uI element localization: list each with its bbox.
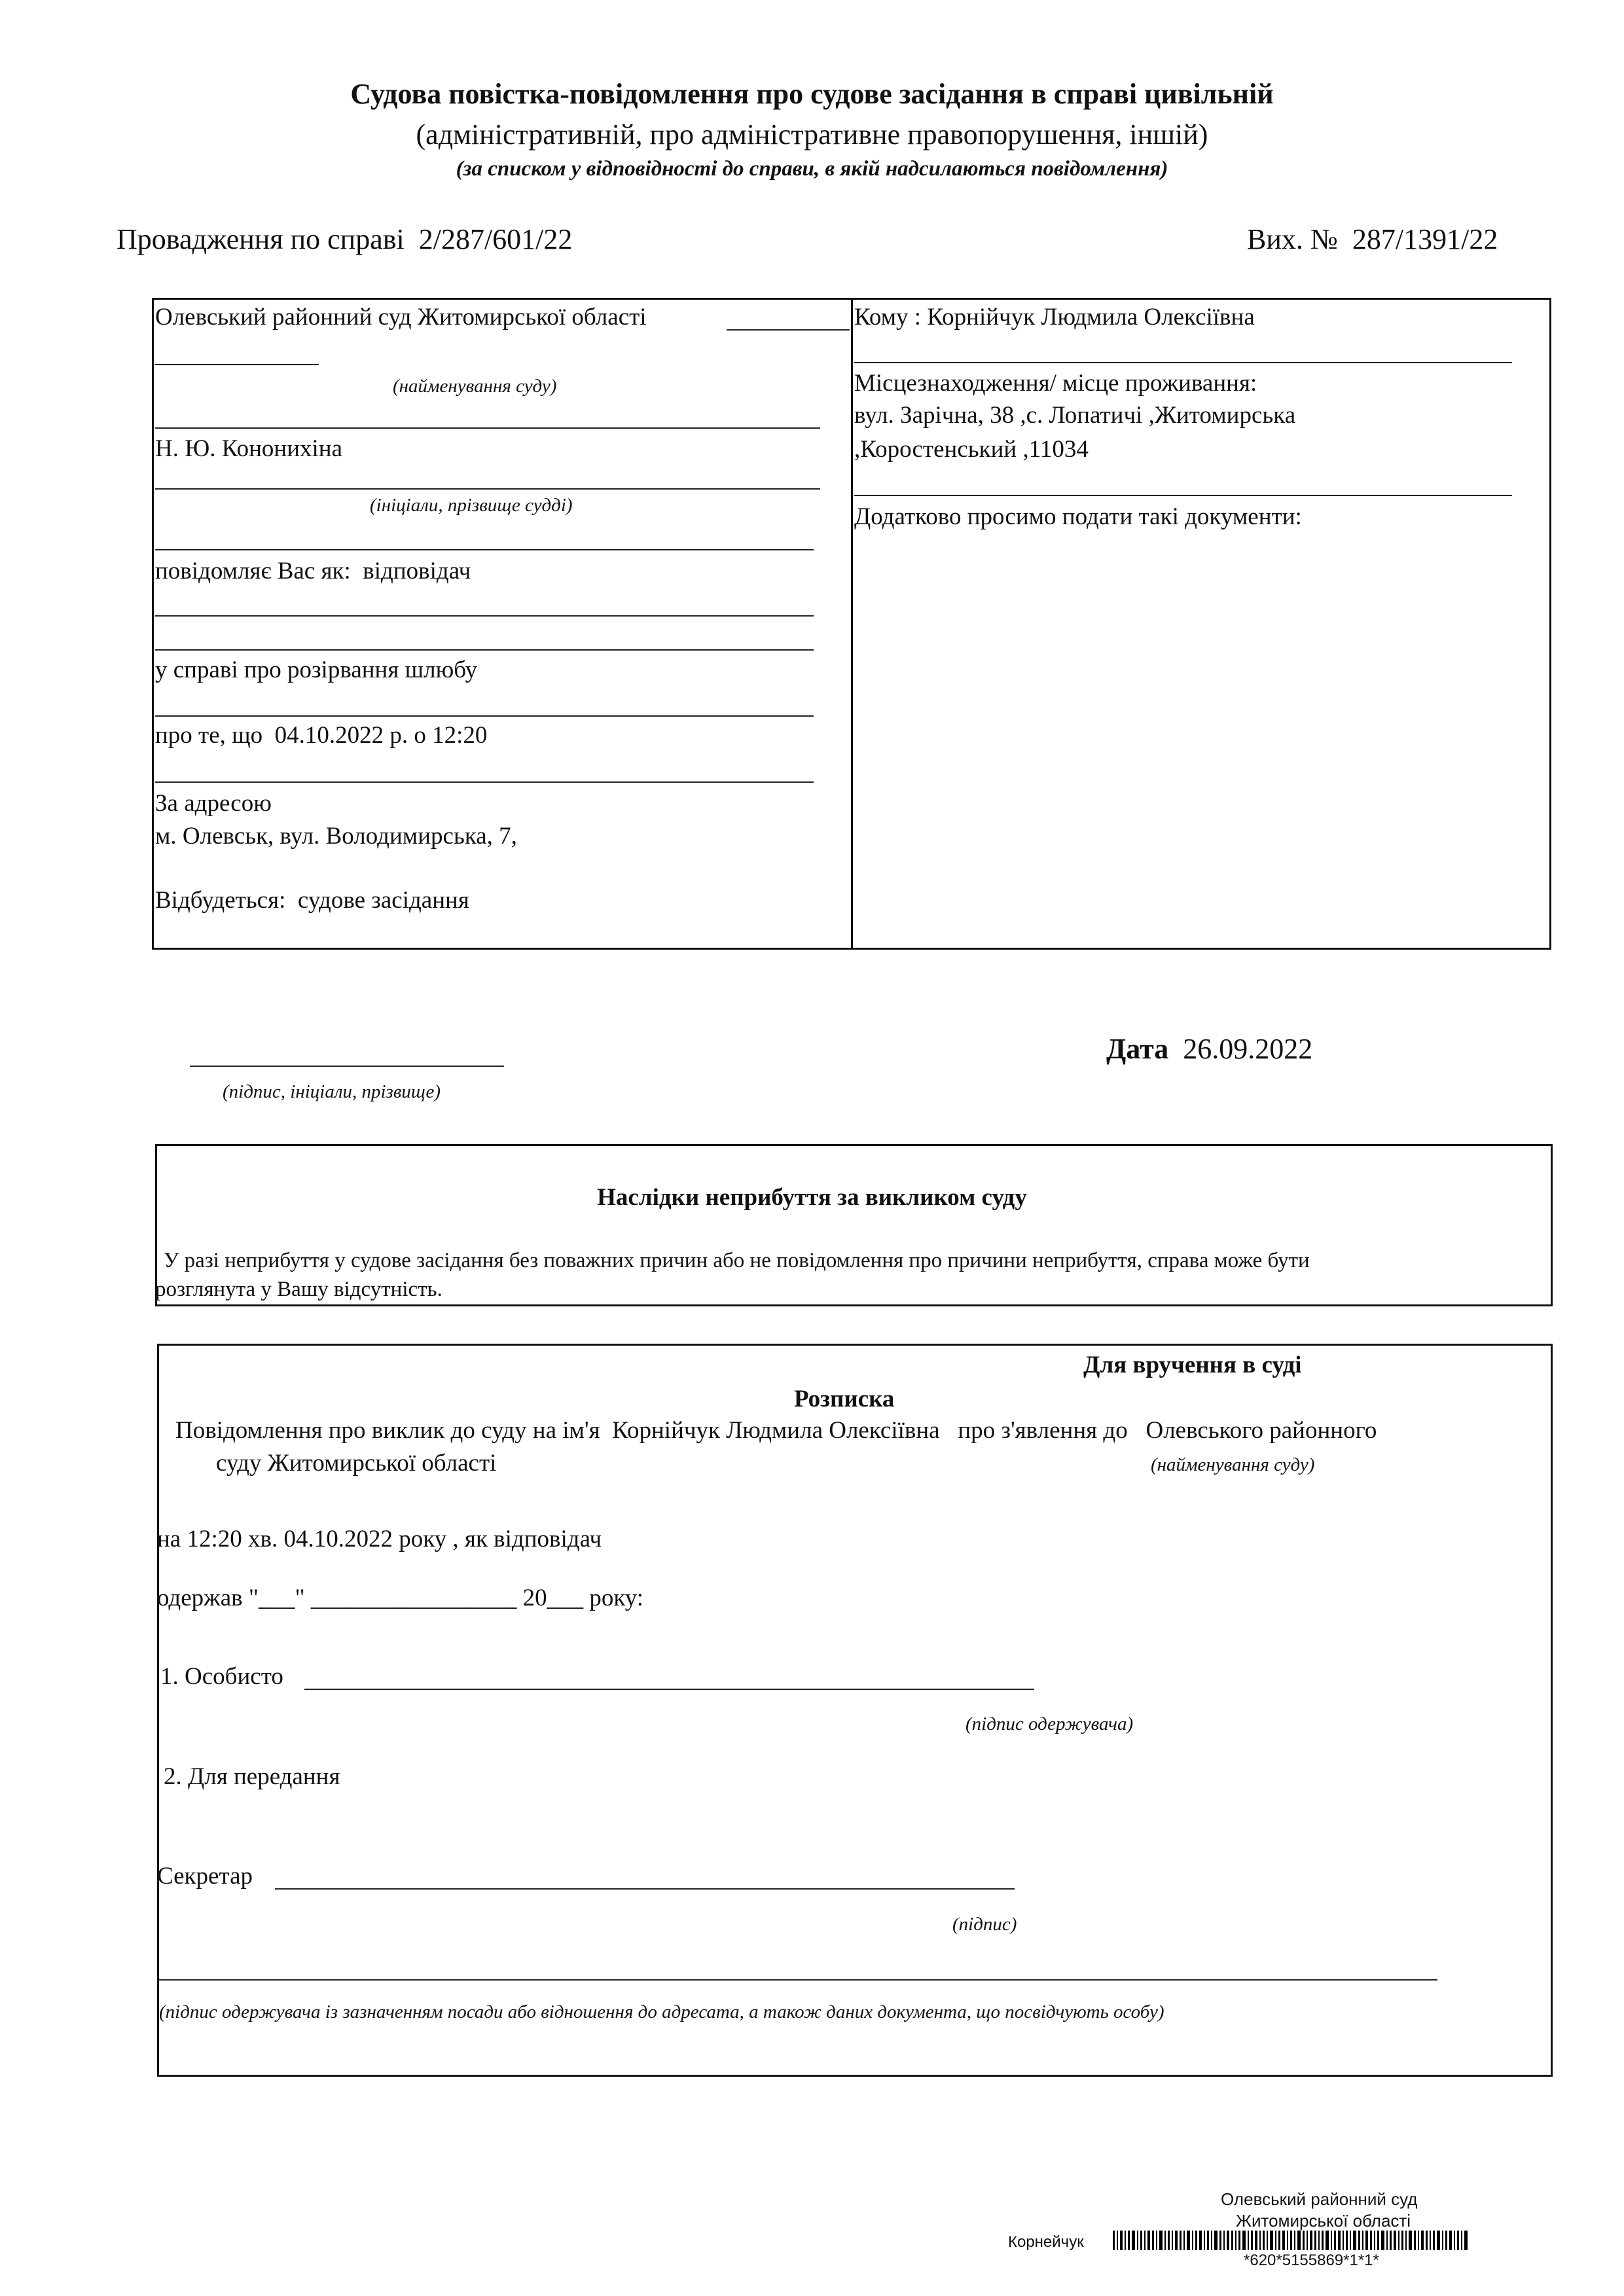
issue-date	[1106, 1032, 1312, 1066]
recipient-name: Корнійчук Людмила Олексіївна	[927, 304, 1255, 331]
notify-row	[155, 557, 471, 585]
hearing-datetime-row	[155, 721, 487, 749]
case-subject-underline	[155, 715, 814, 717]
documents-label: Додатково просимо подати такі документи:	[854, 503, 1302, 530]
barcode-text: *620*5155869*1*1*	[1244, 2251, 1379, 2269]
case-label: Провадження по справі	[117, 223, 405, 255]
judge-name: Н. Ю. Кононихіна	[155, 435, 342, 462]
secretary-label: Секретар	[157, 1863, 253, 1890]
outgoing-label: Вих. №	[1247, 223, 1338, 255]
receiver-details-line[interactable]	[159, 1979, 1437, 1981]
judge-caption: (ініціали, прізвище судді)	[370, 495, 573, 516]
event-value: судове засідання	[297, 887, 469, 914]
to-label: Кому :	[854, 304, 922, 331]
about-label: про те, що	[155, 722, 263, 749]
secretary-signature-line[interactable]	[275, 1888, 1015, 1890]
barcode	[1113, 2231, 1558, 2250]
signature-line	[190, 1066, 504, 1067]
case-reference	[117, 223, 572, 256]
receipt-court-short: Олевського районного	[1146, 1417, 1377, 1444]
column-divider	[851, 298, 853, 950]
personally-label: 1. Особисто	[160, 1663, 283, 1690]
notify-underline	[155, 615, 814, 617]
stamp-court-line-1: Олевський районний суд	[1221, 2189, 1418, 2209]
receipt-summons-line	[175, 1416, 1377, 1444]
address-underline	[854, 495, 1512, 496]
judge-caption-underline	[155, 549, 814, 550]
datetime-underline	[155, 781, 814, 783]
for-court-label: Для вручення в суді	[1083, 1352, 1302, 1378]
recipient-underline	[854, 362, 1512, 363]
receipt-time-line: на 12:20 хв. 04.10.2022 року , як відповідач	[157, 1526, 602, 1552]
receipt-line1-a: Повідомлення про виклик до суду на ім'я	[175, 1417, 600, 1444]
received-line: одержав "___" _________________ 20___ року:	[157, 1585, 644, 1611]
court-name: Олевський районний суд Житомирської області	[155, 304, 647, 331]
receipt-title: Розписка	[794, 1386, 895, 1412]
outgoing-number: 287/1391/22	[1352, 223, 1498, 255]
receipt-court-line-2: суду Житомирської області	[216, 1450, 497, 1477]
date-label: Дата	[1106, 1033, 1169, 1065]
event-label: Відбудеться:	[155, 887, 286, 914]
personally-caption: (підпис одержувача)	[965, 1713, 1134, 1734]
personally-signature-line[interactable]	[304, 1689, 1034, 1690]
recipient-row	[854, 303, 1255, 331]
consequences-line-1: У разі неприбуття у судове засідання без поважних причин або не повідомлення про причини неприбуття, справа може бути	[164, 1249, 1310, 1272]
signature-caption: (підпис, ініціали, прізвище)	[223, 1081, 441, 1102]
address-line-2: ,Коростенський ,11034	[854, 436, 1089, 463]
address-label: За адресою	[155, 790, 272, 817]
case-number: 2/287/601/22	[418, 223, 573, 255]
stamp-name: Корнейчук	[1008, 2233, 1084, 2251]
receipt-line1-b: про з'явлення до	[958, 1417, 1128, 1444]
consequences-line-2: розглянута у Вашу відсутність.	[155, 1278, 442, 1301]
stamp-court-line-2: Житомирської області	[1236, 2211, 1411, 2231]
court-name-line2	[155, 364, 319, 365]
date-value: 26.09.2022	[1183, 1033, 1313, 1065]
event-row	[155, 886, 469, 914]
consequences-title: Наслідки неприбуття за викликом суду	[597, 1184, 1027, 1211]
page-note: (за списком у відповідності до справи, в якій надсилаються повідомлення)	[456, 157, 1168, 181]
notify-role: відповідач	[363, 558, 471, 584]
secretary-caption: (підпис)	[952, 1914, 1017, 1935]
transfer-label: 2. Для передання	[164, 1763, 340, 1790]
location-label: Місцезнаходження/ місце проживання:	[854, 370, 1257, 397]
receipt-recipient: Корнійчук Людмила Олексіївна	[612, 1417, 940, 1444]
hearing-address: м. Олевськ, вул. Володимирська, 7,	[155, 823, 517, 850]
hearing-datetime: 04.10.2022 р. о 12:20	[274, 722, 488, 749]
outgoing-reference	[1247, 223, 1498, 256]
address-line-1: вул. Зарічна, 38 ,с. Лопатичі ,Житомирська	[854, 402, 1296, 429]
court-name-fill-line	[727, 329, 850, 331]
page-title: Судова повістка-повідомлення про судове засідання в справі цивільній	[350, 78, 1274, 110]
judge-underline	[155, 488, 820, 490]
notify-underline-2	[155, 649, 814, 651]
case-subject: у справі про розірвання шлюбу	[155, 656, 478, 683]
receipt-court-caption: (найменування суду)	[1151, 1454, 1315, 1475]
page-subtitle: (адміністративній, про адміністративне правопорушення, іншій)	[416, 118, 1208, 151]
court-caption: (найменування суду)	[393, 376, 557, 397]
court-underline	[155, 427, 820, 429]
receiver-details-caption: (підпис одержувача із зазначенням посади або відношення до адресата, а також даних документа, що посвідчують особу)	[159, 2001, 1164, 2022]
notify-label: повідомляє Вас як:	[155, 558, 351, 584]
